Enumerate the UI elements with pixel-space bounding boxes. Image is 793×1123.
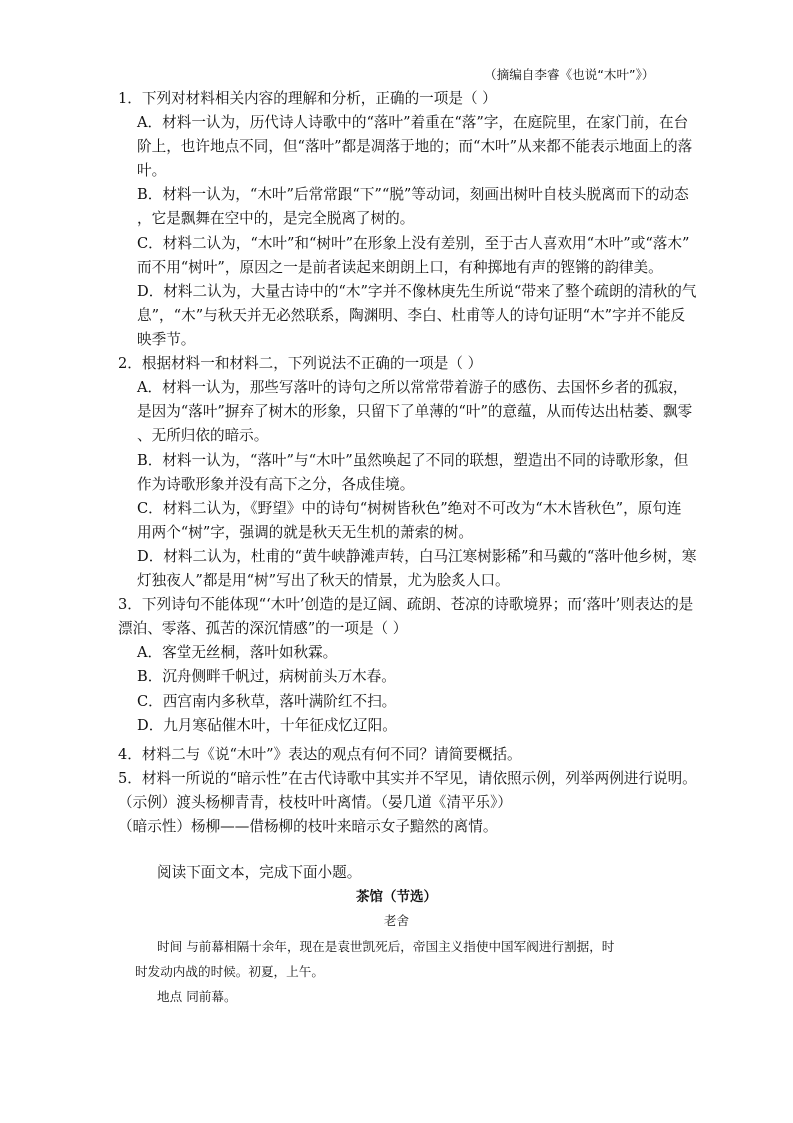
- text-author: 老舍: [383, 913, 410, 928]
- question-2-option-A: A．材料一认为，那些写落叶的诗句之所以常常带着游子的感伤、去国怀乡者的孤寂，: [137, 379, 688, 396]
- question-3-stem: 漂泊、零落、孤苦的深沉情感”的一项是（ ）: [118, 620, 408, 637]
- text-title: 茶馆（节选）: [356, 889, 437, 905]
- source-note: （摘编自李睿《也说“木叶”》）: [484, 67, 655, 82]
- question-3-option-A: A．客堂无丝桐，落叶如秋霖。: [137, 644, 338, 661]
- stage-place-line: 地点 同前幕。: [157, 989, 237, 1004]
- hint-line: （暗示性）杨柳——借杨柳的枝叶来暗示女子黯然的离情。: [118, 818, 498, 835]
- question-5: 5．材料一所说的“暗示性”在古代诗歌中其实并不罕见，请依照示例，列举两例进行说明。: [118, 770, 697, 787]
- example-line: （示例）渡头杨柳青青，枝枝叶叶离情。（晏几道《清平乐》）: [118, 794, 513, 811]
- question-2-option-D: D．材料二认为，杜甫的“黄牛峡静滩声转，白马江寒树影稀”和马戴的“落叶他乡树，寒: [137, 548, 697, 565]
- question-1-option-C: 而不用“树叶”，原因之一是前者读起来朗朗上口，有种掷地有声的铿锵的韵律美。: [137, 259, 663, 276]
- question-4: 4．材料二与《说“木叶”》表达的观点有何不同？请简要概括。: [118, 746, 522, 763]
- question-1-option-A: A．材料一认为，历代诗人诗歌中的“落叶”着重在“落”字，在庭院里，在家门前，在台: [137, 114, 689, 131]
- question-1-option-B: B．材料一认为，“木叶”后常常跟“下”“脱”等动词，刻画出树叶自枝头脱离而下的动态: [137, 186, 689, 203]
- question-2-option-B: B．材料一认为，“落叶”与“木叶”虽然唤起了不同的联想，塑造出不同的诗歌形象，但: [137, 452, 689, 469]
- question-2-option-C: C．材料二认为，《野望》中的诗句“树树皆秋色”绝对不可改为“木木皆秋色”，原句连: [137, 500, 682, 517]
- question-1-option-A: 阶上，也许地点不同，但“落叶”都是凋落于地的；而“木叶”从来都不能表示地面上的落: [137, 138, 693, 155]
- question-1-option-D: 息”，“木”与秋天并无必然联系，陶渊明、李白、杜甫等人的诗句证明“木”字并不能反: [137, 307, 686, 324]
- question-3-stem: 3．下列诗句不能体现“‘木叶’创造的是辽阔、疏朗、苍凉的诗歌境界；而‘落叶’则表达的是: [118, 596, 694, 613]
- reading-instruction: 阅读下面文本，完成下面小题。: [157, 864, 362, 881]
- question-2-option-B: 作为诗歌形象并没有高下之分，各成佳境。: [137, 476, 415, 493]
- question-2-option-A: 是因为“落叶”摒弃了树木的形象，只留下了单薄的“叶”的意蕴，从而传达出枯萎、飘零: [137, 403, 693, 420]
- question-1-option-C: C．材料二认为，“木叶”和“树叶”在形象上没有差别，至于古人喜欢用“木叶”或“落木”: [137, 235, 690, 252]
- question-1-stem: 1．下列对材料相关内容的理解和分析，正确的一项是（ ）: [118, 90, 497, 107]
- question-3-option-B: B．沉舟侧畔千帆过，病树前头万木春。: [137, 668, 396, 685]
- question-1-option-A: 叶。: [137, 162, 167, 179]
- question-3-option-C: C．西宫南内多秋草，落叶满阶红不扫。: [137, 693, 397, 710]
- question-2-option-A: 、无所归依的暗示。: [137, 427, 269, 444]
- question-1-option-D: 映季节。: [137, 331, 196, 348]
- question-1-option-B: ，它是飘舞在空中的，是完全脱离了树的。: [137, 210, 415, 227]
- question-3-option-D: D．九月寒砧催木叶，十年征戍忆辽阳。: [137, 717, 397, 734]
- question-2-stem: 2．根据材料一和材料二，下列说法不正确的一项是（ ）: [118, 355, 483, 372]
- question-1-option-D: D．材料二认为，大量古诗中的“木”字并不像林庚先生所说“带来了整个疏朗的清秋的气: [137, 283, 697, 300]
- stage-time-line-1: 时间 与前幕相隔十余年，现在是袁世凯死后，帝国主义指使中国军阀进行割据，时: [157, 939, 615, 954]
- question-2-option-C: 用两个“树”字，强调的就是秋天无生机的萧索的树。: [137, 524, 473, 541]
- stage-time-line-2: 时发动内战的时候。初夏，上午。: [135, 964, 324, 979]
- question-2-option-D: 灯独夜人”都是用“树”写出了秋天的情景，尤为脍炙人口。: [137, 572, 510, 589]
